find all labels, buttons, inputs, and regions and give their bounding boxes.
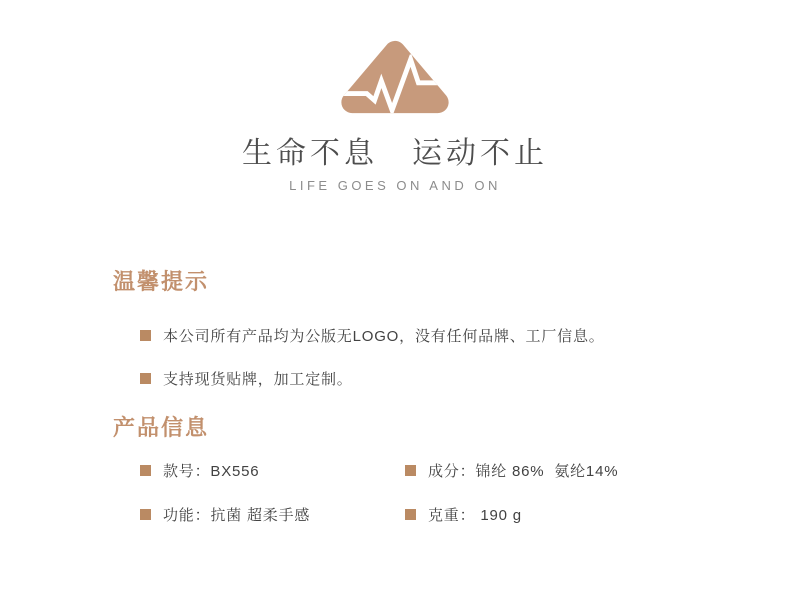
info-item-text: 成分：锦纶 86% 氨纶14%: [428, 463, 619, 480]
info-item-model: [140, 460, 259, 481]
tips-bullet-text: 支持现货贴牌，加工定制。: [163, 371, 353, 388]
mountain-pulse-logo-icon: [336, 38, 454, 116]
hero-subtitle: LIFE GOES ON AND ON: [289, 178, 501, 193]
info-item-function: [140, 504, 310, 525]
info-item-composition: [405, 460, 618, 481]
info-section-heading: 产品信息: [113, 415, 210, 440]
square-bullet-icon: [405, 465, 416, 476]
info-item-weight: [405, 504, 522, 525]
tips-bullet-row: [140, 368, 353, 389]
square-bullet-icon: [140, 373, 151, 384]
tips-bullet-row: [140, 325, 605, 346]
square-bullet-icon: [140, 465, 151, 476]
info-item-text: 克重： 190 g: [428, 507, 522, 524]
square-bullet-icon: [140, 330, 151, 341]
info-item-text: 款号：BX556: [163, 463, 260, 480]
square-bullet-icon: [140, 509, 151, 520]
info-item-text: 功能：抗菌 超柔手感: [163, 507, 311, 524]
tips-section-heading: 温馨提示: [113, 269, 210, 294]
square-bullet-icon: [405, 509, 416, 520]
tips-bullet-text: 本公司所有产品均为公版无LOGO，没有任何品牌、工厂信息。: [163, 328, 605, 345]
hero-title: 生命不息 运动不止: [242, 137, 548, 170]
